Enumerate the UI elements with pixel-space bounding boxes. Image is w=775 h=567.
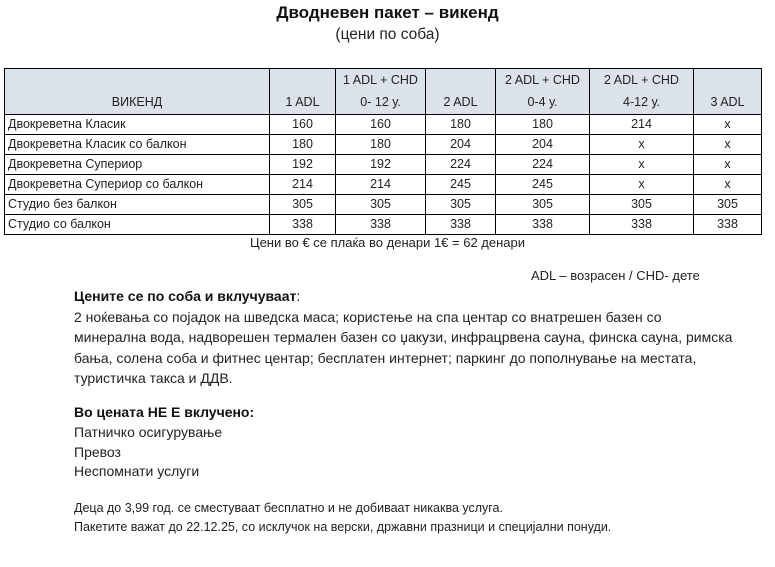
price-cell: x (694, 115, 762, 135)
price-cell: 305 (694, 195, 762, 215)
room-type-cell: Двокреветна Супериор со балкон (5, 175, 270, 195)
price-cell: 245 (426, 175, 496, 195)
price-cell: 224 (426, 155, 496, 175)
excluded-item: Неспомнати услуги (74, 463, 200, 479)
column-header-room: ВИКЕНД (5, 69, 270, 115)
price-cell: 305 (426, 195, 496, 215)
column-header-1adl: 1 ADL (270, 69, 336, 115)
price-cell: 180 (336, 135, 426, 155)
price-cell: 180 (426, 115, 496, 135)
price-cell: x (694, 175, 762, 195)
price-cell: 192 (336, 155, 426, 175)
price-cell: 338 (426, 215, 496, 235)
price-cell: 180 (496, 115, 590, 135)
price-cell: 214 (270, 175, 336, 195)
price-cell: x (590, 175, 694, 195)
abbreviation-legend: ADL – возрасен / CHD- дете (531, 268, 700, 283)
included-heading: Цените се по соба и вклучуваат: (74, 288, 301, 304)
column-header-1adl-chd: 1 ADL + CHD 0- 12 у. (336, 69, 426, 115)
page-subtitle: (цени по соба) (335, 26, 440, 43)
price-cell: x (590, 155, 694, 175)
price-cell: 204 (426, 135, 496, 155)
price-cell: 305 (336, 195, 426, 215)
price-cell: 305 (496, 195, 590, 215)
price-cell: 338 (590, 215, 694, 235)
room-type-cell: Студио со балкон (5, 215, 270, 235)
table-row (5, 115, 762, 135)
currency-note: Цени во € се плаќа во денари 1€ = 62 денари (249, 235, 526, 250)
page-title: Дводневен пакет – викенд (276, 3, 499, 22)
included-text: 2 ноќевања со појадок на шведска маса; користење на спа центар со внатрешен базен со минерална вода, надворешен термален базен со џакузи, инфрацрвена сауна, финска сауна, римска бања, солена соба и фитнес центар; бесплатен интернет; паркинг до пополнување на местата, туристичка такса и ДДВ. (74, 309, 733, 386)
price-cell: 338 (270, 215, 336, 235)
price-cell: x (694, 135, 762, 155)
price-cell: 245 (496, 175, 590, 195)
excluded-item: Превоз (74, 443, 121, 460)
column-header-2adl: 2 ADL (426, 69, 496, 115)
price-cell: 214 (336, 175, 426, 195)
children-note: Деца до 3,99 год. се сместуваат бесплатно и не добиваат никаква услуга. (74, 501, 503, 515)
table-row (5, 135, 762, 155)
price-table-header (5, 69, 762, 115)
price-table-body (5, 115, 762, 235)
excluded-list (74, 423, 222, 482)
price-cell: x (694, 155, 762, 175)
price-cell: 338 (694, 215, 762, 235)
price-cell: 214 (590, 115, 694, 135)
column-header-3adl: 3 ADL (694, 69, 762, 115)
room-type-cell: Двокреветна Класик (5, 115, 270, 135)
price-cell: 338 (336, 215, 426, 235)
price-cell: 338 (496, 215, 590, 235)
price-cell: 180 (270, 135, 336, 155)
table-row (5, 215, 762, 235)
price-cell: 160 (270, 115, 336, 135)
excluded-item: Патничко осигурување (74, 424, 223, 440)
price-table (4, 68, 762, 235)
excluded-heading: Во цената НЕ Е вклучено: (74, 404, 255, 420)
price-cell: 192 (270, 155, 336, 175)
room-type-cell: Студио без балкон (5, 195, 270, 215)
column-header-2adl-chd-0-4: 2 ADL + CHD 0-4 у. (496, 69, 590, 115)
table-row (5, 195, 762, 215)
price-cell: 160 (336, 115, 426, 135)
price-cell: 305 (590, 195, 694, 215)
room-type-cell: Двокреветна Класик со балкон (5, 135, 270, 155)
column-header-2adl-chd-4-12: 2 ADL + CHD 4-12 у. (590, 69, 694, 115)
table-row (5, 155, 762, 175)
table-row (5, 175, 762, 195)
price-cell: 224 (496, 155, 590, 175)
price-cell: 204 (496, 135, 590, 155)
validity-note: Пакетите важат до 22.12.25, со исклучок на верски, државни празници и специјални понуди. (74, 520, 612, 534)
room-type-cell: Двокреветна Супериор (5, 155, 270, 175)
footnotes (74, 499, 611, 537)
price-cell: 305 (270, 195, 336, 215)
price-cell: x (590, 135, 694, 155)
